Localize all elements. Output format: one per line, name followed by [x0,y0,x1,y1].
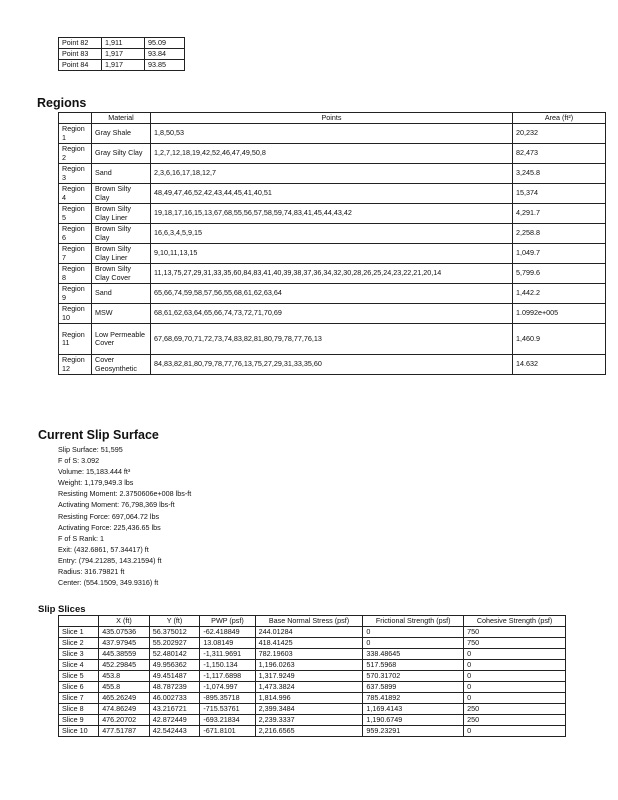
slice-cell: 517.5968 [363,660,464,671]
slices-col-header: Y (ft) [149,616,200,627]
region-points: 11,13,75,27,29,31,33,35,60,84,83,41,40,39,38,37,36,34,32,30,28,26,25,24,23,22,21,20,14 [151,264,513,284]
slice-cell: 48.787239 [149,682,200,693]
slice-cell: Slice 2 [59,638,99,649]
slip-info-line: Resisting Moment: 2.3750606e+008 lbs-ft [58,489,192,499]
slip-info-line: F of S: 3.092 [58,456,100,466]
slice-cell: 445.38559 [99,649,150,660]
slip-info-line: Radius: 316.79821 ft [58,567,125,577]
region-row [59,284,606,304]
region-row [59,355,606,375]
slice-cell: 42.872449 [149,715,200,726]
points-table [58,37,185,71]
slice-cell: 2,239.3337 [255,715,363,726]
region-points: 48,49,47,46,52,42,43,44,45,41,40,51 [151,184,513,204]
slice-row [59,715,566,726]
region-name: Region 4 [59,184,92,204]
region-area: 1,442.2 [513,284,606,304]
slice-cell: 0 [464,682,566,693]
slice-cell: 250 [464,715,566,726]
slices-col-header: Frictional Strength (psf) [363,616,464,627]
slice-cell: Slice 8 [59,704,99,715]
slice-cell: Slice 1 [59,627,99,638]
region-row [59,304,606,324]
region-material: Brown Silty Clay Liner [92,244,151,264]
slice-cell: Slice 3 [59,649,99,660]
slice-cell: Slice 7 [59,693,99,704]
region-material: Brown Silty Clay Cover [92,264,151,284]
region-row [59,124,606,144]
slice-cell: 637.5899 [363,682,464,693]
region-row [59,144,606,164]
slice-cell: 418.41425 [255,638,363,649]
region-points: 67,68,69,70,71,72,73,74,83,82,81,80,79,78,77,76,13 [151,324,513,355]
region-material: Brown Silty Clay [92,184,151,204]
slice-cell: 782.19603 [255,649,363,660]
region-material: Brown Silty Clay [92,224,151,244]
region-name: Region 2 [59,144,92,164]
slice-cell: 1,196.0263 [255,660,363,671]
point-cell: 93.84 [145,49,185,60]
slice-cell: Slice 6 [59,682,99,693]
slice-cell: 55.202927 [149,638,200,649]
region-points: 1,2,7,12,18,19,42,52,46,47,49,50,8 [151,144,513,164]
region-points: 19,18,17,16,15,13,67,68,55,56,57,58,59,74,83,41,45,44,43,42 [151,204,513,224]
region-name: Region 6 [59,224,92,244]
slice-cell: 435.07536 [99,627,150,638]
slice-row [59,627,566,638]
region-row [59,164,606,184]
slice-cell: 476.20702 [99,715,150,726]
slice-cell: 49.451487 [149,671,200,682]
region-material: Low Permeable Cover [92,324,151,355]
regions-header-row [59,113,606,124]
slice-cell: 1,317.9249 [255,671,363,682]
regions-col-points: Points [151,113,513,124]
slip-surface-info [58,444,191,588]
slices-col-header [59,616,99,627]
slice-cell: 437.97945 [99,638,150,649]
regions-table-body [59,124,606,375]
slice-cell: 52.480142 [149,649,200,660]
region-name: Region 10 [59,304,92,324]
slice-row [59,704,566,715]
slip-slices-table [58,615,566,737]
slice-cell: -62.418849 [200,627,255,638]
slice-cell: -1,117.6898 [200,671,255,682]
slice-row [59,660,566,671]
region-row [59,244,606,264]
region-material: Gray Silty Clay [92,144,151,164]
slice-cell: 570.31702 [363,671,464,682]
slice-cell: 750 [464,627,566,638]
slice-row [59,693,566,704]
slice-cell: -1,150.134 [200,660,255,671]
region-name: Region 3 [59,164,92,184]
slice-cell: 1,190.6749 [363,715,464,726]
slice-cell: Slice 9 [59,715,99,726]
slip-info-line: Entry: (794.21285, 143.21594) ft [58,555,162,565]
region-points: 68,61,62,63,64,65,66,74,73,72,71,70,69 [151,304,513,324]
point-cell: 93.85 [145,60,185,71]
slice-row [59,649,566,660]
slice-cell: 959.23291 [363,726,464,737]
slice-cell: 474.86249 [99,704,150,715]
slice-cell: 250 [464,704,566,715]
slice-cell: 0 [464,660,566,671]
slice-cell: 0 [464,693,566,704]
region-row [59,204,606,224]
point-cell: Point 83 [59,49,102,60]
slice-cell: Slice 10 [59,726,99,737]
slice-cell: 0 [363,627,464,638]
region-material: Cover Geosynthetic [92,355,151,375]
region-name: Region 1 [59,124,92,144]
region-name: Region 11 [59,324,92,355]
region-area: 1,460.9 [513,324,606,355]
regions-col-name [59,113,92,124]
region-name: Region 12 [59,355,92,375]
slice-cell: -1,311.9691 [200,649,255,660]
point-cell: 95.09 [145,38,185,49]
regions-heading: Regions [37,96,87,110]
slices-col-header: Base Normal Stress (psf) [255,616,363,627]
region-area: 1,049.7 [513,244,606,264]
region-points: 84,83,82,81,80,79,78,77,76,13,75,27,29,31,33,35,60 [151,355,513,375]
region-area: 1.0992e+005 [513,304,606,324]
slice-cell: 42.542443 [149,726,200,737]
point-row [59,60,185,71]
slice-row [59,671,566,682]
slip-slices-table-body [59,627,566,737]
slip-info-line: Resisting Force: 697,064.72 lbs [58,511,160,521]
slice-cell: 1,169.4143 [363,704,464,715]
slices-col-header: PWP (psf) [200,616,255,627]
regions-table [58,112,606,375]
region-name: Region 7 [59,244,92,264]
slice-cell: 453.8 [99,671,150,682]
slice-cell: Slice 5 [59,671,99,682]
slices-col-header: Cohesive Strength (psf) [464,616,566,627]
slip-info-line: Weight: 1,179,949.3 lbs [58,478,134,488]
region-name: Region 9 [59,284,92,304]
slice-cell: 0 [464,671,566,682]
region-points: 9,10,11,13,15 [151,244,513,264]
region-row [59,224,606,244]
region-area: 14.632 [513,355,606,375]
region-name: Region 8 [59,264,92,284]
slice-cell: 477.51787 [99,726,150,737]
region-material: Gray Shale [92,124,151,144]
region-row [59,324,606,355]
slice-row [59,726,566,737]
region-material: Brown Silty Clay Liner [92,204,151,224]
slip-info-line: Slip Surface: 51,595 [58,445,123,454]
slice-row [59,638,566,649]
slip-info-line: Center: (554.1509, 349.9316) ft [58,578,159,588]
point-row [59,38,185,49]
region-name: Region 5 [59,204,92,224]
slice-cell: 43.216721 [149,704,200,715]
slice-cell: 46.002733 [149,693,200,704]
region-material: MSW [92,304,151,324]
slices-header-row [59,616,566,627]
slip-slices-heading: Slip Slices [38,604,86,615]
slice-cell: -671.8101 [200,726,255,737]
regions-col-area: Area (ft²) [513,113,606,124]
point-cell: 1,911 [102,38,145,49]
slice-cell: 750 [464,638,566,649]
region-row [59,184,606,204]
region-area: 82,473 [513,144,606,164]
slice-cell: Slice 4 [59,660,99,671]
point-row [59,49,185,60]
slices-col-header: X (ft) [99,616,150,627]
region-points: 16,6,3,4,5,9,15 [151,224,513,244]
region-area: 4,291.7 [513,204,606,224]
slice-cell: 13.08149 [200,638,255,649]
region-area: 15,374 [513,184,606,204]
region-points: 1,8,50,53 [151,124,513,144]
slice-cell: 1,814.996 [255,693,363,704]
region-area: 20,232 [513,124,606,144]
region-material: Sand [92,164,151,184]
slice-cell: -693.21834 [200,715,255,726]
slice-cell: -895.35718 [200,693,255,704]
slice-cell: 1,473.3824 [255,682,363,693]
region-points: 65,66,74,59,58,57,56,55,68,61,62,63,64 [151,284,513,304]
slip-surface-heading: Current Slip Surface [38,428,159,442]
slice-cell: 244.01284 [255,627,363,638]
slice-cell: 465.26249 [99,693,150,704]
slice-cell: 785.41892 [363,693,464,704]
slice-cell: 455.8 [99,682,150,693]
region-points: 2,3,6,16,17,18,12,7 [151,164,513,184]
points-table-body [59,38,185,71]
region-material: Sand [92,284,151,304]
slice-cell: 452.29845 [99,660,150,671]
slip-info-line: Activating Force: 225,436.65 lbs [58,522,161,532]
slice-cell: 2,216.6565 [255,726,363,737]
slice-row [59,682,566,693]
region-area: 3,245.8 [513,164,606,184]
slice-cell: 2,399.3484 [255,704,363,715]
slice-cell: 0 [464,726,566,737]
slip-info-line: F of S Rank: 1 [58,533,104,543]
slice-cell: -715.53761 [200,704,255,715]
point-cell: 1,917 [102,49,145,60]
point-cell: 1,917 [102,60,145,71]
region-row [59,264,606,284]
point-cell: Point 84 [59,60,102,71]
point-cell: Point 82 [59,38,102,49]
slice-cell: -1,074.997 [200,682,255,693]
slice-cell: 49.956362 [149,660,200,671]
slip-info-line: Exit: (432.6861, 57.34417) ft [58,544,149,554]
slice-cell: 0 [464,649,566,660]
regions-col-material: Material [92,113,151,124]
slip-info-line: Volume: 15,183.444 ft³ [58,467,131,477]
slip-info-line: Activating Moment: 76,798,369 lbs-ft [58,500,175,510]
region-area: 5,799.6 [513,264,606,284]
slice-cell: 0 [363,638,464,649]
slice-cell: 56.375012 [149,627,200,638]
slice-cell: 338.48645 [363,649,464,660]
region-area: 2,258.8 [513,224,606,244]
